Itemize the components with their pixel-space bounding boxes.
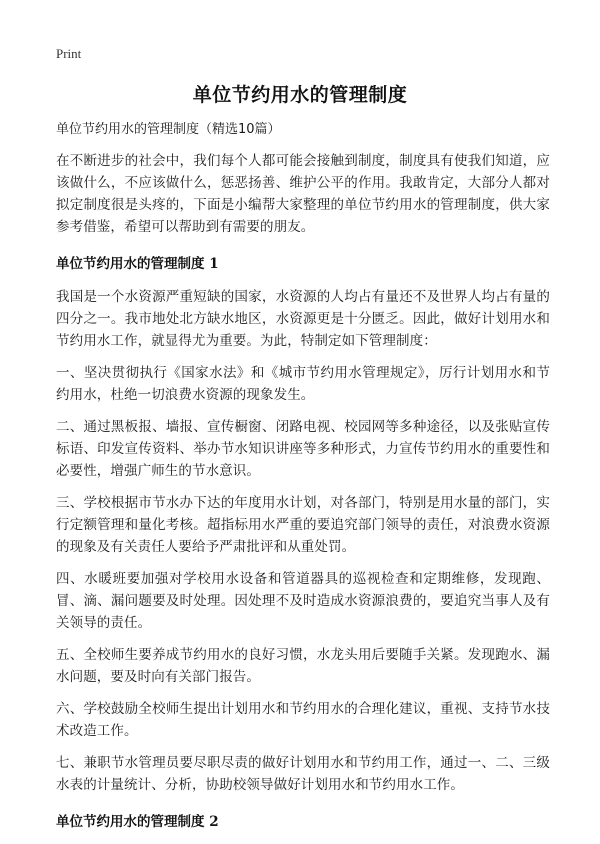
- section1-paragraph: 四、水暖班要加强对学校用水设备和管道器具的巡视检查和定期维修，发现跑、冒、滴、漏问题要及时处理。因处理不及时造成水资源浪费的，要追究当事人及有关领导的责任。: [56, 571, 550, 631]
- section-heading-1: 单位节约用水的管理制度 1: [56, 256, 219, 272]
- section1-paragraph: 五、全校师生要养成节约用水的良好习惯，水龙头用后要随手关紧。发现跑水、漏水问题，要及时向有关部门报告。: [56, 647, 550, 685]
- section-heading-2: 单位节约用水的管理制度 2: [56, 814, 219, 830]
- page-title: 单位节约用水的管理制度: [192, 84, 408, 106]
- document-body: [56, 121, 550, 844]
- print-link[interactable]: Print: [56, 46, 82, 61]
- section1-paragraph: 三、学校根据市节水办下达的年度用水计划，对各部门，特别是用水量的部门，实行定额管理和量化考核。超指标用水严重的要追究部门领导的责任，对浪费水资源的现象及有关责任人要给予严肃批评和从重处罚。: [56, 495, 550, 555]
- section1-paragraph: 七、兼职节水管理员要尽职尽责的做好计划用水和节约用工作，通过一、二、三级水表的计量统计、分析，协助校领导做好计划用水和节约用水工作。: [56, 755, 550, 793]
- section1-paragraph: 二、通过黑板报、墙报、宣传橱窗、闭路电视、校园网等多种途径，以及张贴宣传标语、印发宣传资料、举办节水知识讲座等多种形式，力宣传节约用水的重要性和必要性，增强广师生的节水意识。: [56, 419, 550, 479]
- section1-paragraph: 六、学校鼓励全校师生提出计划用水和节约用水的合理化建议，重视、支持节水技术改造工作。: [56, 701, 550, 739]
- section1-paragraph: 一、坚决贯彻执行《国家水法》和《城市节约用水管理规定》，厉行计划用水和节约用水，杜绝一切浪费水资源的现象发生。: [56, 365, 550, 403]
- document-subtitle: 单位节约用水的管理制度（精选10篇）: [56, 122, 281, 137]
- intro-paragraph: 在不断进步的社会中，我们每个人都可能会接触到制度，制度具有使我们知道，应该做什么，不应该做什么，惩恶扬善、维护公平的作用。我敢肯定，大部分人都对拟定制度很是头疼的，下面是小编帮大家整理的单位节约用水的管理制度，供大家参考借鉴，希望可以帮助到有需要的朋友。: [56, 153, 550, 235]
- section1-paragraph: 我国是一个水资源严重短缺的国家，水资源的人均占有量还不及世界人均占有量的四分之一。我市地处北方缺水地区，水资源更是十分匮乏。因此，做好计划用水和节约用水工作，就显得尤为重要。为此，特制定如下管理制度：: [56, 289, 550, 349]
